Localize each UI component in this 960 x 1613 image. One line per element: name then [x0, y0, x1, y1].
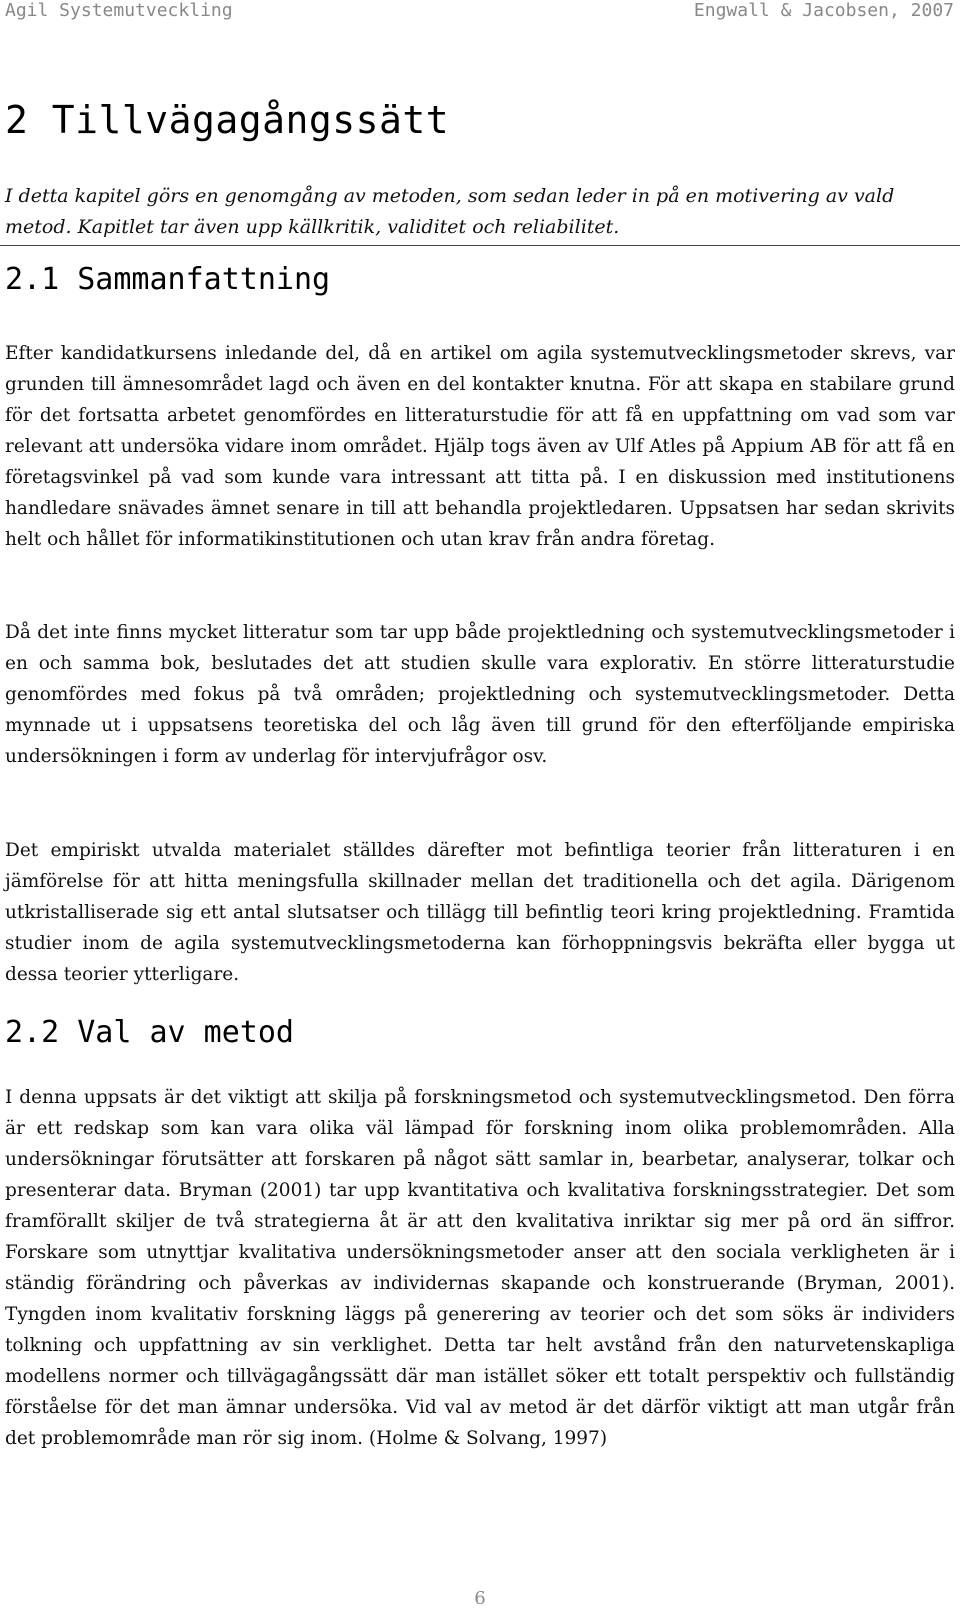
running-header-left: Agil Systemutveckling: [5, 0, 233, 21]
paragraph-val-av-metod-1: I denna uppsats är det viktigt att skilja på forskningsmetod och systemutvecklingsmetod. Den förra är ett redskap som kan vara olika väl lämpad för forskning inom olika problemområden. Alla undersökningar förutsätter att forskaren på något sätt samlar in, bearbetar, analyserar, tolkar och presenterar data. Bryman (2001) tar upp kvantitativa och kvalitativa forskningsstrategier. Det som framförallt skiljer de två strategierna åt är att den kvalitativa inriktar sig mer på ord än siffror. Forskare som utnyttjar kvalitativa undersökningsmetoder anser att den sociala verkligheten är i ständig förändring och påverkas av individernas skapande och konstruerande (Bryman, 2001). Tyngden inom kvalitativ forskning läggs på generering av teorier och det som söks är individers tolkning och uppfattning av sin verklighet. Detta tar helt avstånd från den naturvetenskapliga modellens normer och tillvägagångssätt där man istället söker ett totalt perspektiv och fullständig förståelse för det man ämnar undersöka. Vid val av metod är det därför viktigt att man utgår från det problemområde man rör sig inom. (Holme & Solvang, 1997): [5, 1087, 955, 1449]
chapter-title: 2 Tillvägagångssätt: [5, 98, 450, 142]
paragraph-sammanfattning-3: Det empiriskt utvalda materialet ställdes därefter mot befintliga teorier från litteraturen i en jämförelse för att hitta meningsfulla skillnader mellan det traditionella och det agila. Därigenom utkristalliserade sig ett antal slutsatser och tillägg till befintlig teori kring projektledning. Framtida studier inom de agila systemutvecklingsmetoderna kan förhoppningsvis bekräfta eller bygga ut dessa teorier ytterligare.: [5, 840, 955, 985]
chapter-divider: [0, 245, 960, 246]
section-heading-val-av-metod: 2.2 Val av metod: [5, 1015, 294, 1050]
paragraph-sammanfattning-2: Då det inte finns mycket litteratur som tar upp både projektledning och systemutvecklingsmetoder i en och samma bok, beslutades det att studien skulle vara explorativ. En större litteraturstudie genomfördes med fokus på två områden; projektledning och systemutvecklingsmetoder. Detta mynnade ut i uppsatsens teoretiska del och låg även till grund för den efterföljande empiriska undersökningen i form av underlag för intervjufrågor osv.: [5, 622, 955, 767]
running-header-right: Engwall & Jacobsen, 2007: [693, 0, 954, 21]
page-number: 6: [474, 1588, 486, 1609]
section-heading-sammanfattning: 2.1 Sammanfattning: [5, 262, 331, 297]
chapter-intro: I detta kapitel görs en genomgång av metoden, som sedan leder in på en motivering av vald metod. Kapitlet tar även upp källkritik, validitet och reliabilitet.: [5, 185, 895, 238]
paragraph-sammanfattning-1: Efter kandidatkursens inledande del, då en artikel om agila systemutvecklingsmetoder skrevs, var grunden till ämnesområdet lagd och även en del kontakter knutna. För att skapa en stabilare grund för det fortsatta arbetet genomfördes en litteraturstudie för att få en uppfattning om vad som var relevant att undersöka vidare inom området. Hjälp togs även av Ulf Atles på Appium AB för att få en företagsvinkel på vad som kunde vara intressant att titta på. I en diskussion med institutionens handledare snävades ämnet senare in till att behandla projektledaren. Uppsatsen har sedan skrivits helt och hållet för informatikinstitutionen och utan krav från andra företag.: [5, 343, 955, 550]
